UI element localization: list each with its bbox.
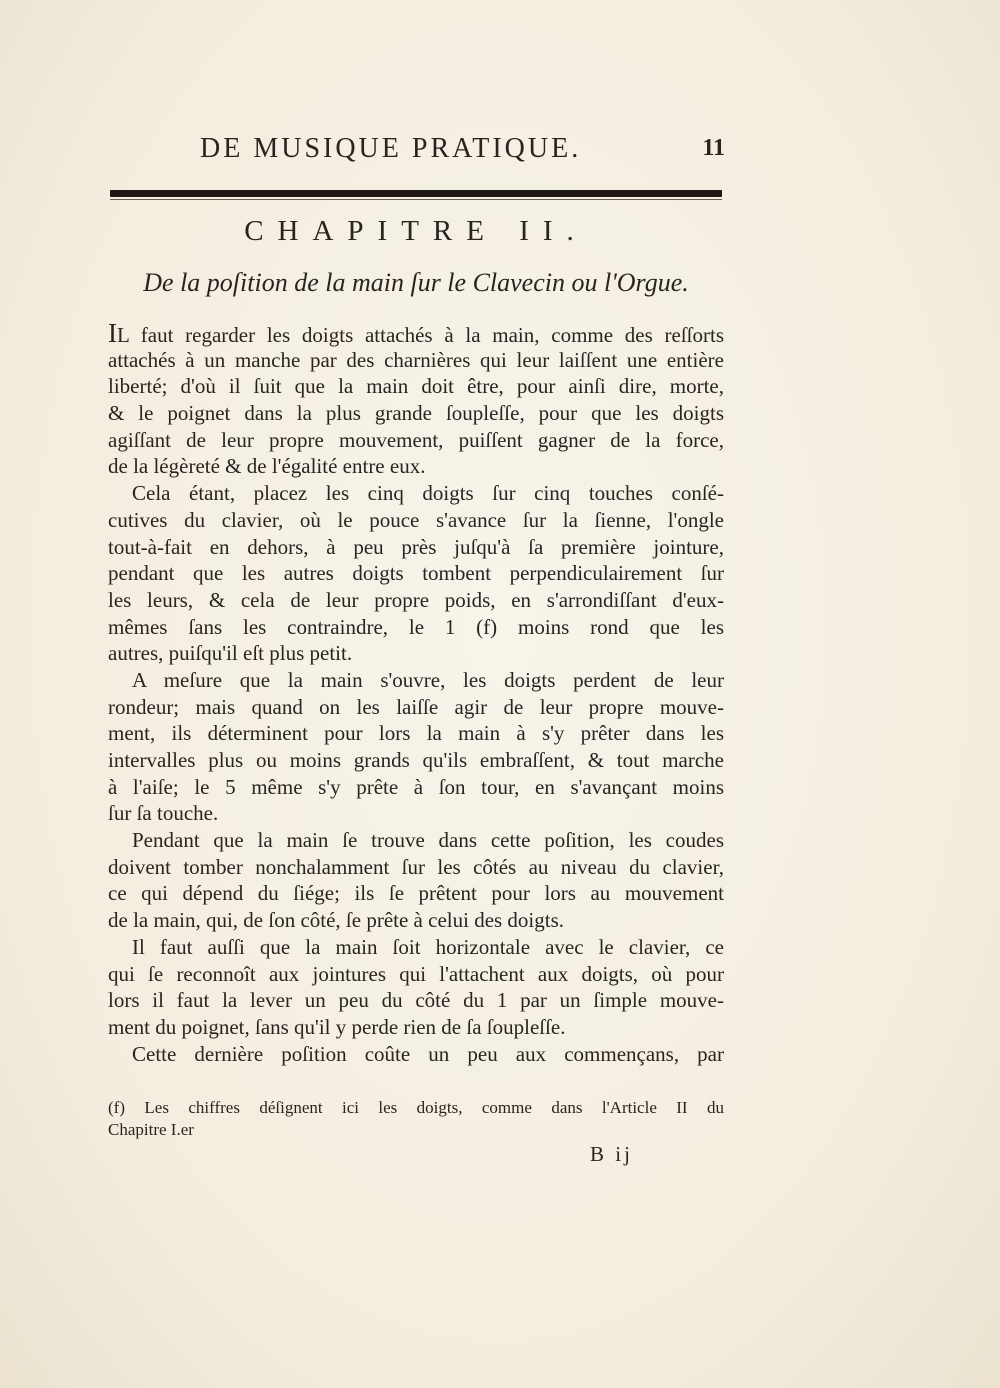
footnote: [108, 1097, 724, 1141]
text-line: à l'aiſe; le 5 même s'y prête à ſon tour, en s'avançant moins: [108, 774, 724, 799]
text-line: attachés à un manche par des charnières qui leur laiſſent une entière: [108, 347, 724, 372]
text-line: ment du poignet, ſans qu'il y perde rien de ſa ſoupleſſe.: [108, 1014, 566, 1039]
text-line: les leurs, & cela de leur propre poids, en s'arrondiſſant d'eux-: [108, 587, 724, 612]
text-line: cutives du clavier, où le pouce s'avance ſur la ſienne, l'ongle: [108, 507, 724, 532]
text-line: agiſſant de leur propre mouvement, puiſſent gagner de la force,: [108, 427, 724, 452]
text-line: ce qui dépend du ſiége; ils ſe prêtent pour lors au mouvement: [108, 881, 724, 906]
page-header: [110, 133, 725, 173]
text-line: lors il faut la lever un peu du côté du 1 par un ſimple mouve-: [108, 988, 724, 1013]
text-line: doivent tomber nonchalamment ſur les côtés au niveau du clavier,: [108, 854, 724, 879]
text-line: intervalles plus ou moins grands qu'ils embraſſent, & tout marche: [108, 748, 724, 772]
footnote-line: Chapitre I.er: [108, 1120, 194, 1139]
text-line: Pendant que la main ſe trouve dans cette poſition, les coudes: [132, 828, 724, 853]
header-rule: [110, 190, 722, 197]
chapter-subtitle: De la poſition de la main ſur le Clavecin ou l'Orgue.: [143, 268, 689, 297]
chapter-heading: CHAPITRE II.: [244, 215, 588, 247]
text-line: rondeur; mais quand on les laiſſe agir de leur propre mouve-: [108, 694, 724, 719]
text-line: liberté; d'où il ſuit que la main doit être, pour ainſi dire, morte,: [108, 374, 724, 399]
text-line: de la légèreté & de l'égalité entre eux.: [108, 454, 426, 479]
body-text: [108, 320, 724, 1067]
page-number: 11: [702, 135, 725, 161]
text-line: & le poignet dans la plus grande ſoupleſſe, pour que les doigts: [108, 401, 724, 426]
text-line: pendant que les autres doigts tombent perpendiculairement ſur: [108, 561, 724, 586]
text-line: tout-à-fait en dehors, à peu près juſqu'à ſa première jointure,: [108, 534, 724, 559]
text-line: de la main, qui, de ſon côté, ſe prête à celui des doigts.: [108, 908, 565, 933]
signature-mark: B ij: [590, 1142, 633, 1166]
text-line: mêmes ſans les contraindre, le 1 (f) moins rond que les: [108, 614, 724, 639]
text-line: Il faut auſſi que la main ſoit horizontale avec le clavier, ce: [132, 934, 724, 959]
text-line: ſur ſa touche.: [108, 801, 219, 826]
text-line: autres, puiſqu'il eſt plus petit.: [108, 641, 353, 666]
header-rule-thin: [110, 199, 722, 200]
text-line: Cela étant, placez les cinq doigts ſur cinq touches conſé-: [132, 481, 724, 506]
text-line: qui ſe reconnoît aux jointures qui l'attachent aux doigts, où pour: [108, 961, 724, 986]
text-line: ment, ils déterminent pour lors la main à s'y prêter dans les: [108, 721, 724, 746]
running-title: DE MUSIQUE PRATIQUE.: [200, 133, 582, 164]
text-line: Cette dernière poſition coûte un peu aux commençans, par: [132, 1041, 724, 1066]
text-line: A meſure que la main s'ouvre, les doigts perdent de leur: [132, 667, 724, 692]
text-line: IL faut regarder les doigts attachés à la main, comme des reſſorts: [108, 318, 724, 348]
footnote-line: (f) Les chiffres déſignent ici les doigts, comme dans l'Article II du: [108, 1098, 724, 1117]
